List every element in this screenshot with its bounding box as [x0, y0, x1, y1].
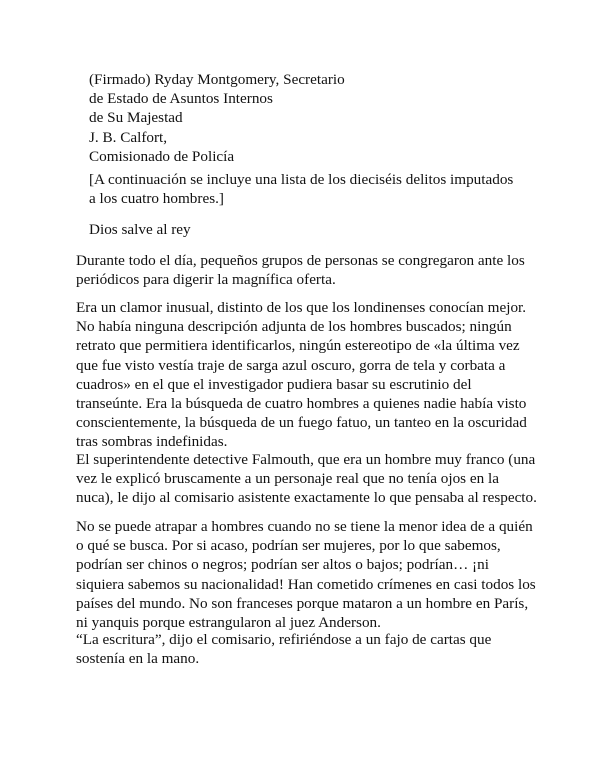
paragraph-5	[76, 630, 536, 668]
paragraph-line: o qué se busca. Por si acaso, podrían ser mujeres, por lo que sabemos,	[76, 537, 501, 555]
bracketed-note	[89, 170, 529, 208]
paragraph-line: vez le explicó bruscamente a un personaje real que no tenía ojos en la	[76, 470, 499, 488]
paragraph-2	[76, 298, 536, 452]
paragraph-line: podrían ser chinos o negros; podrían ser altos o bajos; podrían… ¡ni	[76, 556, 489, 574]
paragraph-line: El superintendente detective Falmouth, que era un hombre muy franco (una	[76, 451, 536, 468]
paragraph-line: transeúnte. Era la búsqueda de cuatro hombres a quienes nadie había visto	[76, 395, 527, 413]
paragraph-line: nuca), le dijo al comisario asistente exactamente lo que pensaba al respecto.	[76, 489, 537, 507]
paragraph-3	[76, 450, 536, 508]
signature-block	[89, 70, 549, 166]
paragraph-line: países del mundo. No son franceses porque mataron a un hombre en París,	[76, 594, 529, 612]
signature-line: de Su Majestad	[89, 109, 183, 127]
paragraph-line: No había ninguna descripción adjunta de los hombres buscados; ningún	[76, 318, 512, 336]
paragraph-line: siquiera sabemos su nacionalidad! Han cometido crímenes en casi todos los	[76, 575, 536, 593]
paragraph-line: No se puede atrapar a hombres cuando no se tiene la menor idea de a quién	[76, 518, 533, 535]
paragraph-line: ni yanquis porque estrangularon al juez Anderson.	[76, 614, 381, 632]
paragraph-line: cuadros» en el que el investigador pudiera basar su escrutinio del	[76, 375, 472, 393]
note-line: [A continuación se incluye una lista de los dieciséis delitos imputados	[89, 171, 514, 188]
closing-salutation: Dios salve al rey	[89, 221, 191, 238]
paragraph-1	[76, 251, 536, 289]
signature-line: Comisionado de Policía	[89, 147, 235, 165]
paragraph-line: periódicos para digerir la magnífica oferta.	[76, 271, 336, 289]
paragraph-line: conscientemente, la búsqueda de un fuego fatuo, un tanteo en la oscuridad	[76, 414, 527, 432]
paragraph-line: retrato que permitiera identificarlos, ningún estereotipo de «la última vez	[76, 337, 520, 355]
paragraph-line: Durante todo el día, pequeños grupos de personas se congregaron ante los	[76, 252, 525, 269]
paragraph-line: tras sombras indefinidas.	[76, 433, 228, 451]
paragraph-line: “La escritura”, dijo el comisario, refiriéndose a un fajo de cartas que	[76, 631, 492, 648]
signature-line: de Estado de Asuntos Internos	[89, 90, 273, 108]
paragraph-line: sostenía en la mano.	[76, 650, 200, 668]
paragraph-line: que fue visto vestía traje de sarga azul oscuro, gorra de tela y corbata a	[76, 356, 506, 374]
note-line: a los cuatro hombres.]	[89, 190, 224, 208]
paragraph-4	[76, 517, 536, 632]
signature-line: (Firmado) Ryday Montgomery, Secretario	[89, 71, 345, 88]
paragraph-line: Era un clamor inusual, distinto de los que los londinenses conocían mejor.	[76, 299, 527, 316]
signature-line: J. B. Calfort,	[89, 128, 168, 146]
